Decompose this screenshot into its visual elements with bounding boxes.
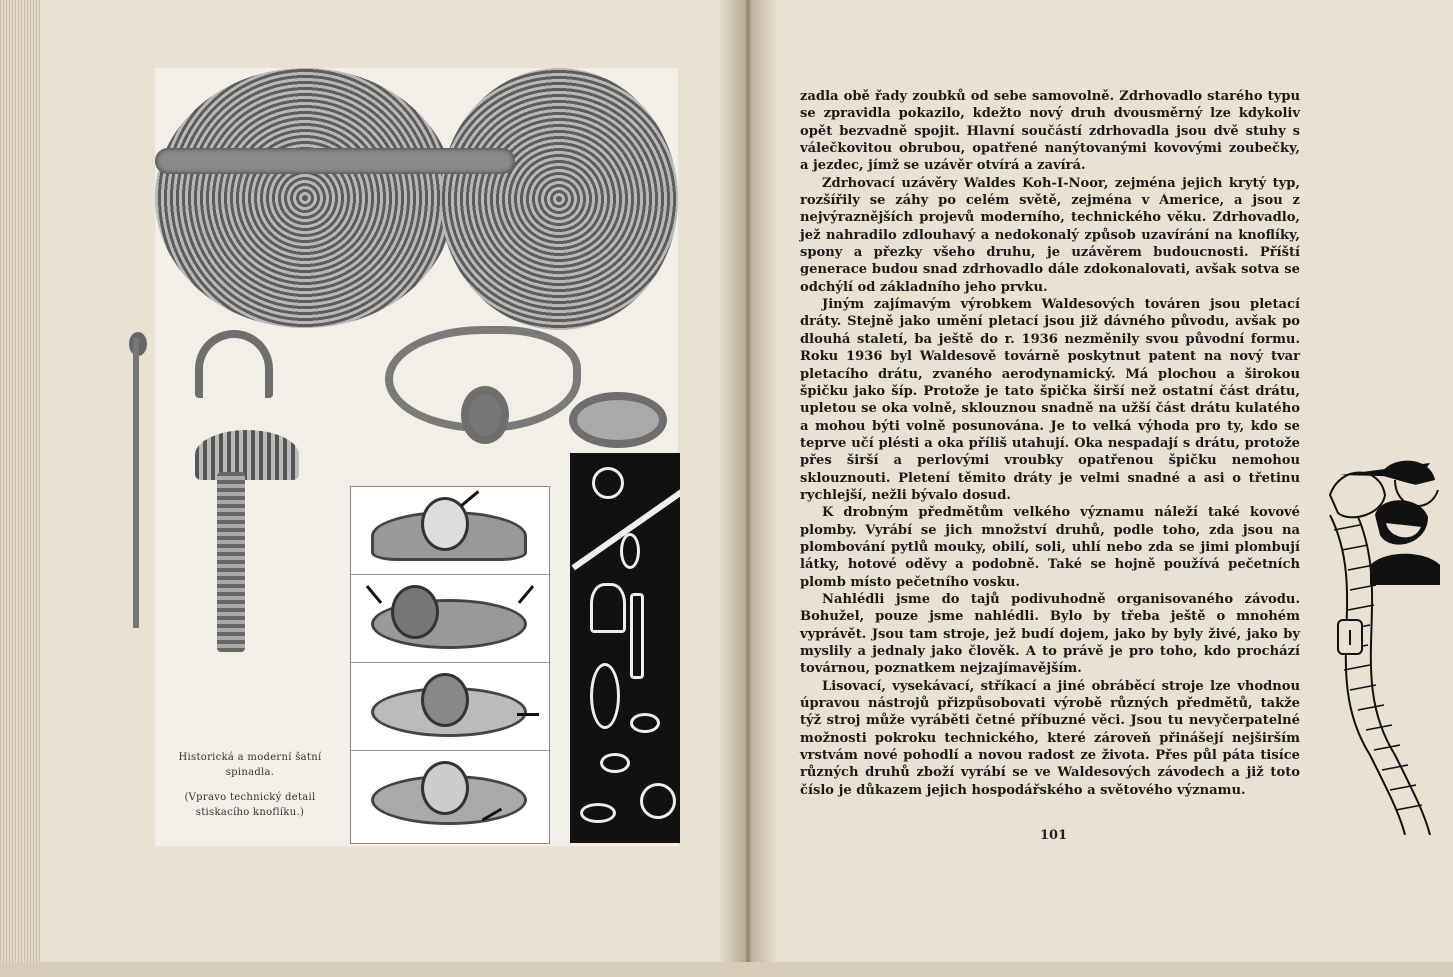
page-edges: [0, 0, 40, 977]
fibula-plate: [569, 392, 667, 448]
paragraph: Zdrhovací uzávěry Waldes Koh-I-Noor, zejména jejich krytý typ, rozšířily se záhy po celém světě, zejména v Americe, a jsou z nejvýraznějších projevů moderního, technického věku. Zdrhovadlo, jež nahradilo zdlouhavý a nedokonalý způsob uzavírání na knoflíky, spony a přezky všeho druhu, je uzávěrem budoucnosti. Příští generace budou snad zdrhovadlo dále zdokonalovati, avšak sotva se odchýlí od základního jeho prvku.: [800, 175, 1300, 295]
zipper-illustration: [1310, 455, 1453, 835]
eyelet-icon: [630, 713, 660, 733]
t-brooch-stem: [217, 472, 245, 652]
thimble-icon: [590, 583, 626, 633]
caption-line: spinadla.: [225, 767, 275, 778]
detail-panel: [351, 751, 549, 838]
book-gutter: [718, 0, 778, 977]
safety-pin-icon: [590, 663, 620, 729]
t-brooch-head: [195, 430, 299, 480]
sewing-notions-illustration: [570, 453, 680, 843]
detail-panel: [351, 487, 549, 575]
spiral-brooch-pin: [155, 148, 515, 174]
caption-note: (Vpravo technický detail: [184, 792, 316, 803]
detail-panel: [351, 575, 549, 663]
bow-fibula: [195, 330, 273, 398]
hook-icon: [620, 533, 640, 569]
detail-panel: [351, 663, 549, 751]
caption-note: stiskacího knoflíku.): [195, 807, 305, 818]
spiral-brooch-left-disc: [155, 68, 455, 328]
paragraph: zadla obě řady zoubků od sebe samovolně. Zdrhovadlo starého typu se zpravidla pokazilo, kdežto nový druh dvousměrný lze kdykoliv opět bezvadně spojit. Hlavní součástí zdrhovadla jsou dvě stuhy s válečkovitou obrubou, opatřené nanýtovanými kovovými zoubečky, a jezdec, jímž se uzávěr otvírá a zavírá.: [800, 89, 1300, 174]
faces-drawing: [1330, 461, 1440, 585]
button-icon: [640, 783, 676, 819]
bottom-edge: [0, 962, 1453, 977]
eyelet-icon: [600, 753, 630, 773]
left-page-plate: [155, 68, 678, 846]
paragraph: Lisovací, vysekávací, stříkací a jiné obráběcí stroje lze vhodnou úpravou nástrojů přizpůsobovati výrobě různých předmětů, takže týž stroj může vyráběti četné příbuzné věci. Jsou tu nevyčerpatelné možnosti pokroku technického, které zároveň přinášejí nejširším vrstvám nové pohodlí a novou radost ze života. Přes půl páta tisíce různých druhů zboží vyrábí se ve Waldesových závodech a již toto číslo je důkazem jejich hospodářského a světového významu.: [800, 678, 1300, 798]
snap-icon: [592, 467, 624, 499]
right-page-text: [800, 88, 1300, 799]
paragraph: K drobným předmětům velkého významu náleží také kovové plomby. Vyrábí se jich množství druhů, podle toho, zda jsou na plombování pytlů mouky, obilí, soli, uhlí nebo zda se jimi plombují látky, hotové oděvy a podobně. Také se hojně používá pečetních plomb místo pečetního vosku.: [800, 505, 1300, 590]
fibula-bead: [461, 386, 509, 444]
eyelet-icon: [580, 803, 616, 823]
snap-fastener-detail: [350, 486, 550, 844]
paragraph: Nahlédli jsme do tajů podivuhodně organisovaného závodu. Bohužel, pouze jsme nahlédli. Bylo by třeba ještě o mnohém vyprávět. Jsou tam stroje, jež budí dojem, jako by byly živé, jako by myslily a jednaly jako člověk. A to právě je pro toho, kdo prochází továrnou, poznatkem nejzajímavějším.: [800, 591, 1300, 677]
figure-caption: [155, 750, 345, 830]
long-pin: [133, 338, 139, 628]
paragraph: Jiným zajímavým výrobkem Waldesových továren jsou pletací dráty. Stejně jako umění pletací jsou již dávného původu, avšak po dlouhá staletí, ba ještě do r. 1936 nezměnily svou původní formu. Roku 1936 byl Waldesově továrně poskytnut patent na nový tvar pletacího drátu, zvaného aerodynamický. Má plochou a širokou špičku jako šíp. Protože je tato špička širší než ostatní část drátu, upletou se oka volně, sklouznou snadně na užší část drátu kulatého a mohou býti volně posunována. Je to velká výhoda pro ty, kdo se teprve učí plésti a oka příliš utahují. Oka nespadají s drátu, protože přes širší a perlovými vroubky opatřenou špičku nemohou sklouznouti. Pletení těmito dráty je velmi snadné a asi o třetinu rychlejší, nežli bývalo dosud.: [800, 297, 1300, 503]
bobby-pin-icon: [630, 593, 644, 679]
spiral-brooch-right-disc: [440, 68, 678, 330]
page-number: 101: [1040, 828, 1068, 843]
caption-line: Historická a moderní šatní: [178, 752, 322, 763]
